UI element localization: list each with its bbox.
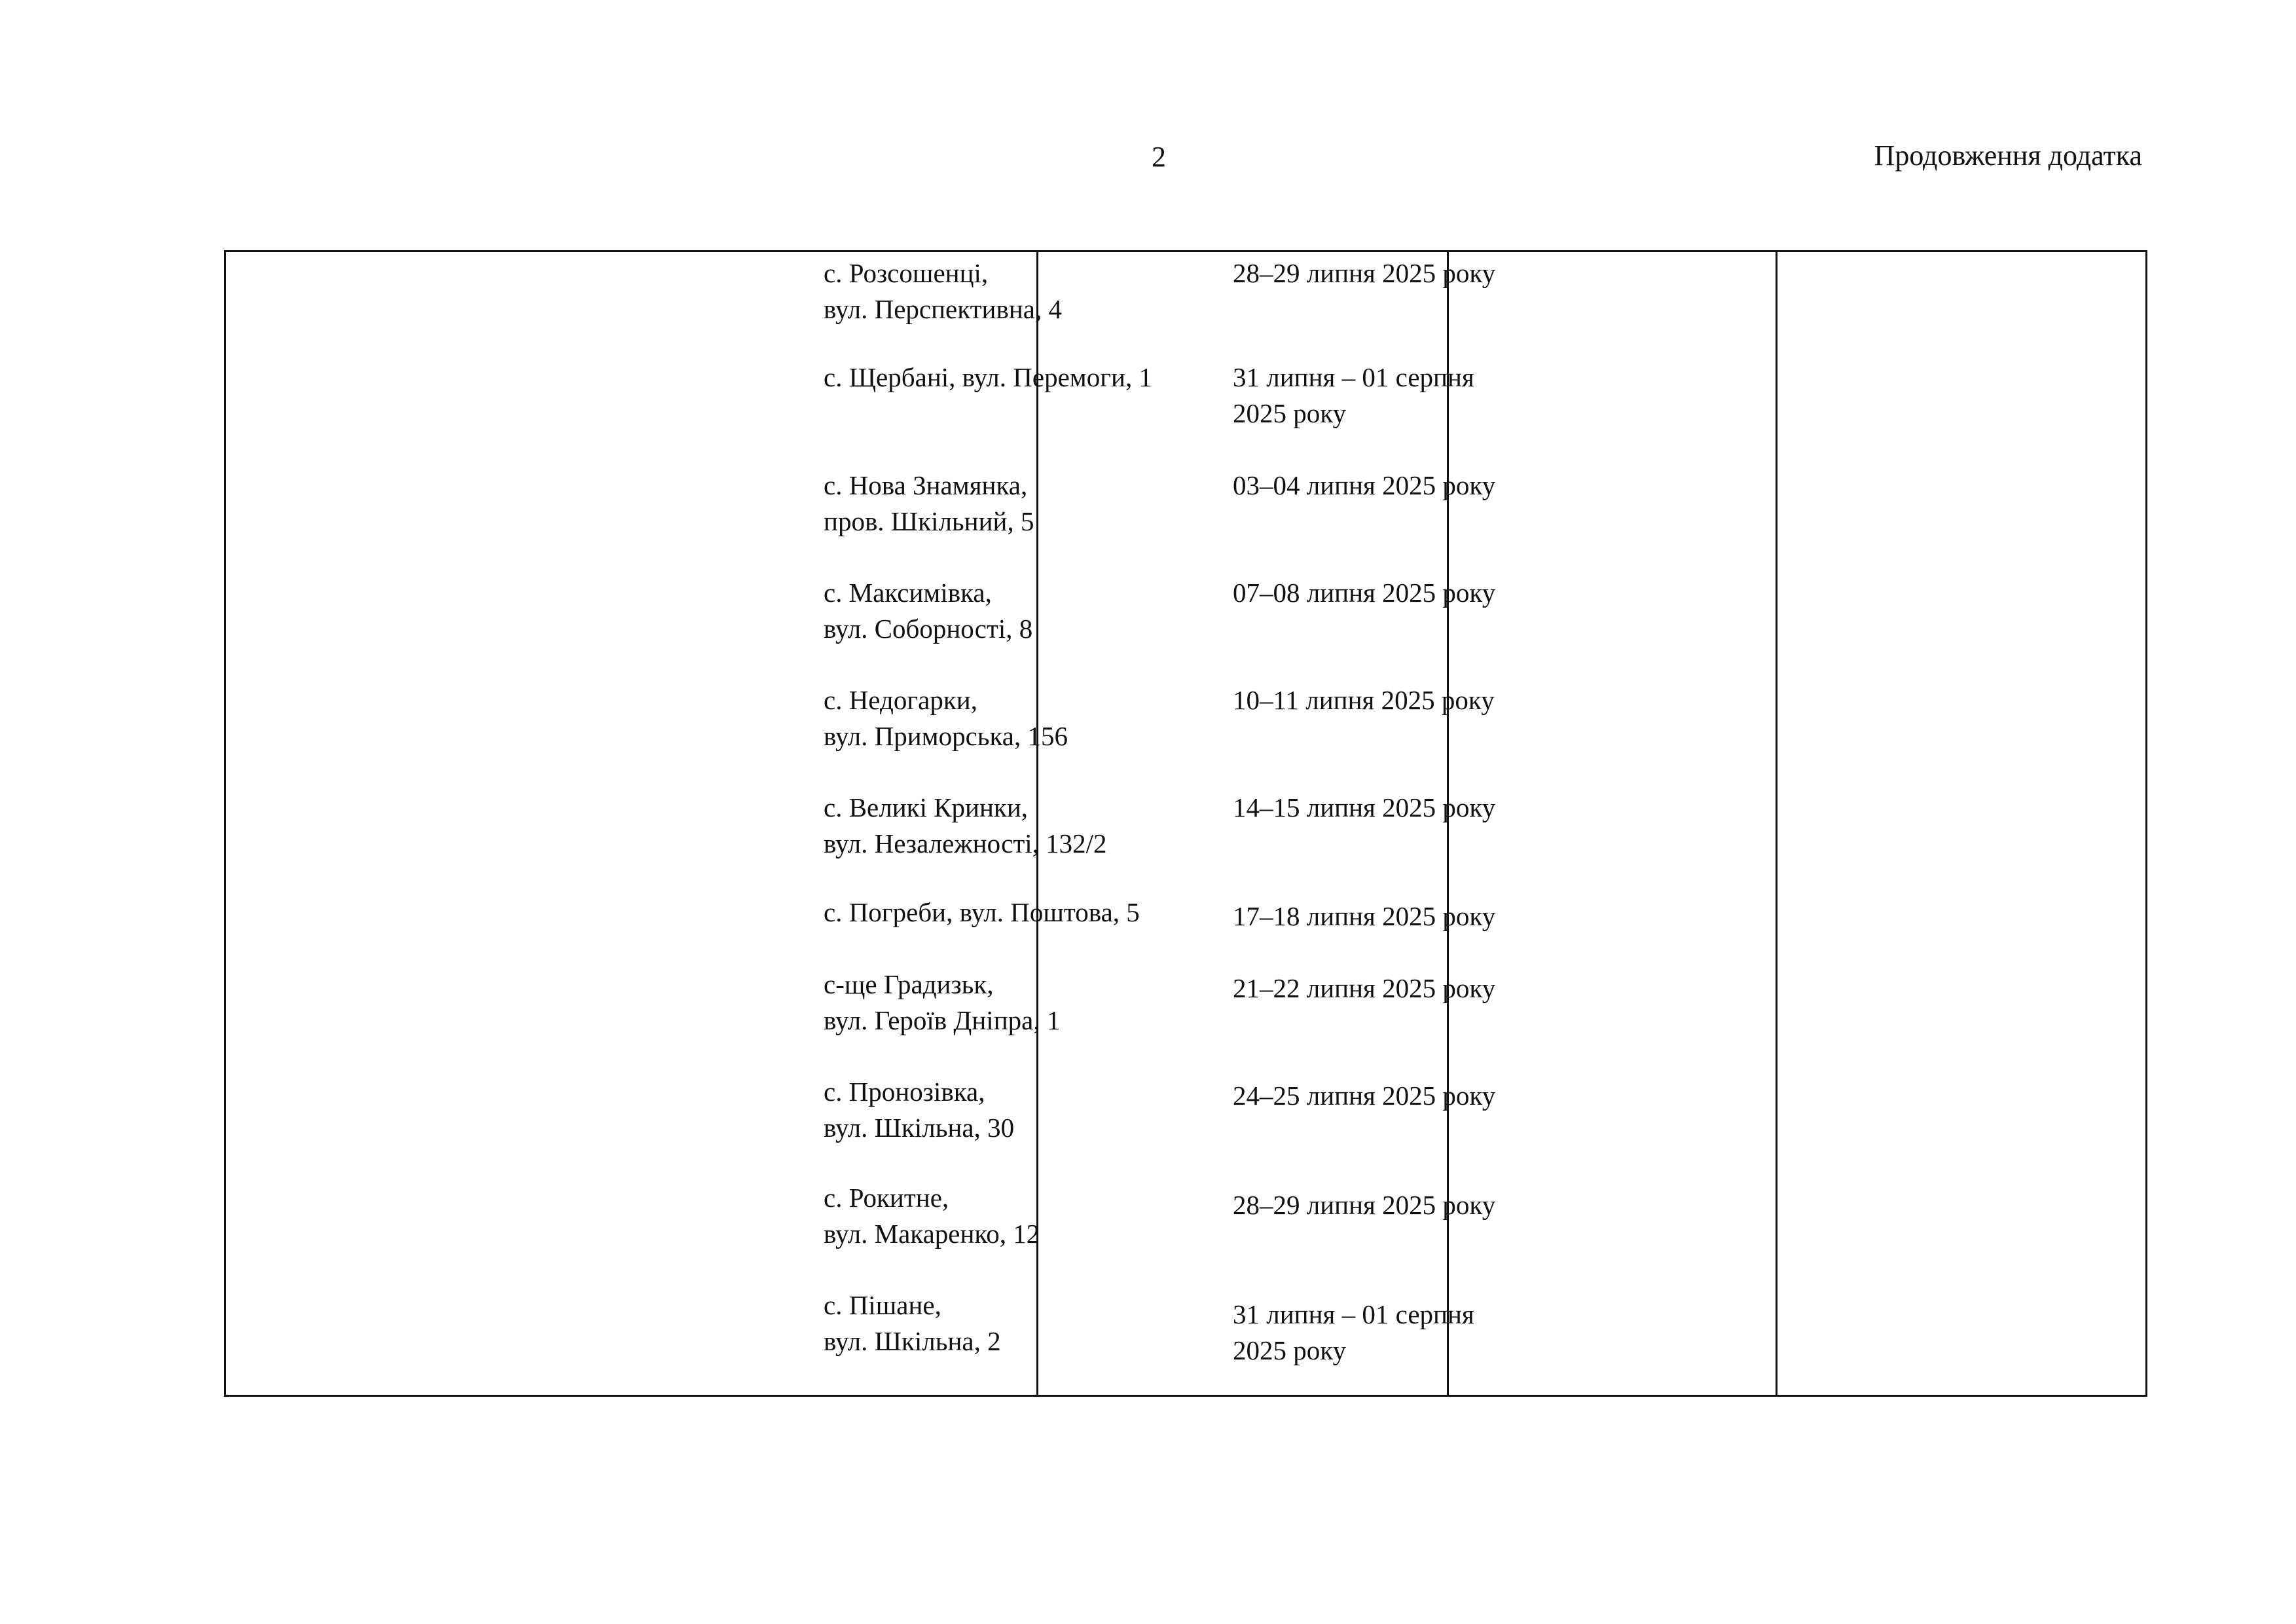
- date-line: 31 липня – 01 серпня: [1233, 1299, 1474, 1329]
- table-row: [824, 360, 1152, 396]
- location-line: с. Щербані, вул. Перемоги, 1: [824, 362, 1152, 392]
- table-row: [824, 967, 1060, 1039]
- date-cell: [1233, 1187, 1495, 1223]
- date-line: 28–29 липня 2025 року: [1233, 1190, 1496, 1220]
- date-cell: [1233, 1078, 1495, 1114]
- table-row: [824, 1287, 1001, 1359]
- continuation-label: Продовження додатка: [1874, 139, 2142, 172]
- location-line: с. Розсошенці,: [824, 258, 989, 288]
- date-line: 03–04 липня 2025 року: [1233, 470, 1496, 500]
- location-line: вул. Незалежності, 132/2: [824, 828, 1107, 858]
- date-cell: [1233, 1297, 1474, 1369]
- date-cell: [1233, 898, 1495, 934]
- date-cell: [1233, 575, 1495, 611]
- location-line: вул. Соборності, 8: [824, 614, 1033, 644]
- table-row: [824, 468, 1034, 540]
- location-line: вул. Приморська, 156: [824, 721, 1068, 751]
- date-cell: [1233, 360, 1474, 432]
- page-number: 2: [1152, 141, 1166, 173]
- table-row: [824, 1074, 1014, 1146]
- table-row: [824, 682, 1068, 754]
- location-line: вул. Шкільна, 2: [824, 1326, 1001, 1356]
- location-line: вул. Шкільна, 30: [824, 1113, 1015, 1143]
- location-line: с. Нова Знамянка,: [824, 470, 1028, 500]
- date-line: 17–18 липня 2025 року: [1233, 901, 1496, 931]
- column-divider: [1776, 252, 1777, 1395]
- date-line: 2025 року: [1233, 398, 1347, 428]
- date-cell: [1233, 468, 1495, 504]
- date-cell: [1233, 970, 1495, 1006]
- location-line: с. Пішане,: [824, 1290, 941, 1320]
- date-line: 14–15 липня 2025 року: [1233, 792, 1496, 822]
- location-line: пров. Шкільний, 5: [824, 506, 1034, 536]
- date-line: 21–22 липня 2025 року: [1233, 973, 1496, 1003]
- date-line: 10–11 липня 2025 року: [1233, 685, 1495, 715]
- location-line: с. Погреби, вул. Поштова, 5: [824, 897, 1140, 927]
- location-line: вул. Героїв Дніпра, 1: [824, 1005, 1061, 1035]
- location-line: с. Пронозівка,: [824, 1077, 985, 1107]
- location-line: вул. Макаренко, 12: [824, 1219, 1040, 1249]
- location-line: с. Великі Кринки,: [824, 792, 1029, 822]
- date-line: 24–25 липня 2025 року: [1233, 1080, 1496, 1111]
- date-cell: [1233, 255, 1495, 291]
- schedule-table: [224, 250, 2147, 1397]
- date-line: 2025 року: [1233, 1335, 1347, 1365]
- table-row: [824, 575, 1032, 647]
- date-line: 31 липня – 01 серпня: [1233, 362, 1474, 392]
- table-row: [824, 255, 1062, 327]
- location-line: с. Рокитне,: [824, 1183, 949, 1213]
- table-row: [824, 1180, 1040, 1252]
- date-cell: [1233, 682, 1495, 718]
- location-line: с. Недогарки,: [824, 685, 977, 715]
- table-row: [824, 790, 1107, 862]
- date-cell: [1233, 790, 1495, 826]
- location-line: с. Максимівка,: [824, 578, 992, 608]
- location-line: с-ще Градизьк,: [824, 969, 994, 999]
- location-line: вул. Перспективна, 4: [824, 294, 1062, 324]
- table-row: [824, 895, 1140, 931]
- date-line: 28–29 липня 2025 року: [1233, 258, 1496, 288]
- date-line: 07–08 липня 2025 року: [1233, 578, 1496, 608]
